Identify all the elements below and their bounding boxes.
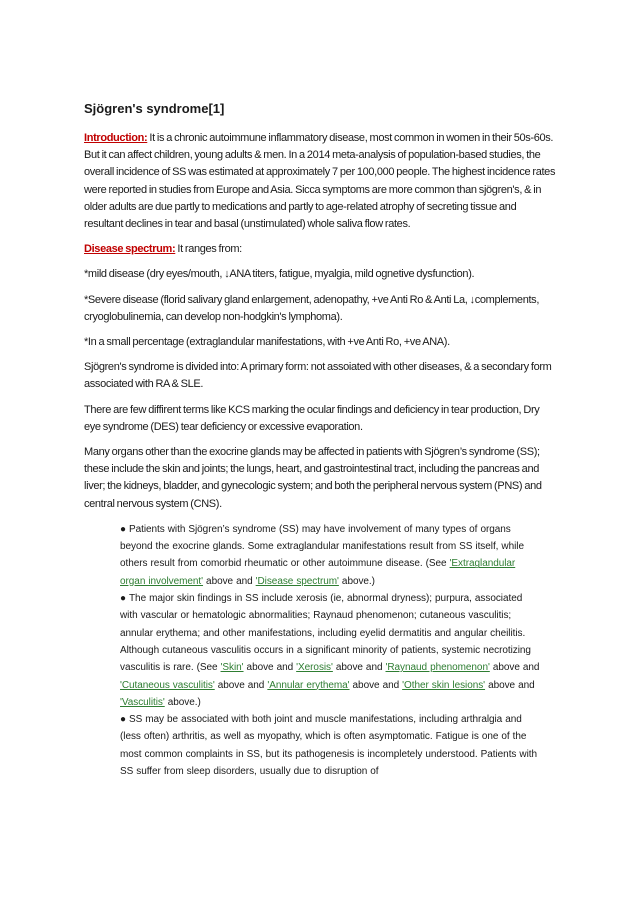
classification-paragraph: Sjögren's syndrome is divided into: A primary form: not assoiated with other diseases, & a secondary form associated with RA & SLE.: [84, 361, 552, 391]
intro-paragraph: [84, 130, 556, 233]
list-item: [120, 711, 540, 780]
link-skin[interactable]: 'Skin': [220, 662, 244, 674]
bullet-icon: ●: [120, 523, 126, 535]
item-text: above and: [214, 679, 268, 691]
list-item: [120, 521, 540, 590]
link-disease-spectrum[interactable]: 'Disease spectrum': [255, 575, 339, 587]
bullet-icon: ●: [120, 593, 126, 605]
item-text: Patients with Sjögren’s syndrome (SS) may have involvement of many types of organs beyond the exocrine glands. Some extraglandular manifestations result from SS itself, while others result from comorbid rheumatic or other autoimmune disease. (See: [120, 523, 524, 570]
page-title: Sjögren's syndrome[1]: [84, 101, 225, 116]
intro-heading: Introduction:: [84, 132, 148, 144]
item-text: above and: [485, 679, 535, 691]
item-text: above and: [349, 679, 403, 691]
item-text: above and: [243, 662, 297, 674]
item-text: above and: [489, 662, 540, 674]
item-text: above.): [338, 575, 375, 587]
link-annular-erythema[interactable]: 'Annular erythema': [267, 679, 350, 691]
item-text: The major skin findings in SS include xerosis (ie, abnormal dryness); purpura, associated with vascular or hematologic abnormalities; Raynaud phenomenon; cutaneous vasculitis; annular erythema; and other manifestations, including eyelid dermatitis and angular cheilitis. Although cutaneous vasculitis occurs in a significant minority of patients, systemic necrotizing vasculitis is rare. (See: [120, 593, 531, 674]
mild-disease-paragraph: *mild disease (dry eyes/mouth, ↓ANA titers, fatigue, myalgia, mild ognetive dysfunction).: [84, 268, 475, 281]
bullet-icon: ●: [120, 714, 126, 726]
item-text: above and: [203, 575, 256, 587]
spectrum-text: It ranges from:: [175, 243, 242, 256]
organs-paragraph: Many organs other than the exocrine glands may be affected in patients with Sjögren’s syndrome (SS); these include the skin and joints; the lungs, heart, and gastrointestinal tract, including the pancreas and liver; the kidneys, bladder, and gynecologic system; and both the peripheral nervous system (PNS) and central nervous system (CNS).: [84, 446, 542, 510]
link-raynaud[interactable]: 'Raynaud phenomenon': [385, 662, 490, 674]
link-other-skin-lesions[interactable]: 'Other skin lesions': [402, 679, 486, 691]
terms-paragraph: There are few diffirent terms like KCS marking the ocular findings and deficiency in tear production, Dry eye syndrome (DES) tear deficiency or excessive evaporation.: [84, 403, 540, 433]
list-item: [120, 590, 540, 711]
severe-disease-paragraph: *Severe disease (florid salivary gland enlargement, adenopathy, +ve Anti Ro & Anti La, ↓complements, cryoglobulinemia, can develop non-hodgkin's lymphoma).: [84, 293, 540, 323]
item-text: above and: [332, 662, 386, 674]
document-body: [84, 100, 556, 780]
bullet-list: [120, 521, 540, 780]
link-cutaneous-vasculitis[interactable]: 'Cutaneous vasculitis': [120, 679, 215, 691]
link-xerosis[interactable]: 'Xerosis': [296, 662, 333, 674]
intro-text: It is a chronic autoimmune inflammatory disease, most common in women in their 50s-60s. But it can affect children, young adults & men. In a 2014 meta-analysis of population-based studies, the overall incidence of SS was estimated at approximately 7 per 100,000 people. The highest incidence rates were reported in studies from Europe and Asia. Sicca symptoms are more common than sjögren's, & in older adults are due partly to medications and partly to age-related atrophy of secreting tissue and resultant declines in tear and basal (unstimulated) whole saliva flow rates.: [84, 132, 556, 231]
link-extraglandular[interactable]: 'Extraglandular organ involvement': [120, 558, 516, 587]
item-text: SS may be associated with both joint and muscle manifestations, including arthralgia and (less often) arthritis, as well as myopathy, which is often asymptomatic. Fatigue is one of the most common complaints in SS, but its pathogenesis is incompletely understood. Patients with SS suffer from sleep disorders, usually due to disruption of: [120, 714, 537, 778]
small-percentage-paragraph: *In a small percentage (extraglandular manifestations, with +ve Anti Ro, +ve ANA).: [84, 336, 450, 349]
item-text: above.): [164, 696, 201, 708]
link-vasculitis[interactable]: 'Vasculitis': [120, 696, 165, 708]
spectrum-paragraph: [84, 241, 556, 258]
spectrum-heading: Disease spectrum:: [84, 243, 176, 256]
